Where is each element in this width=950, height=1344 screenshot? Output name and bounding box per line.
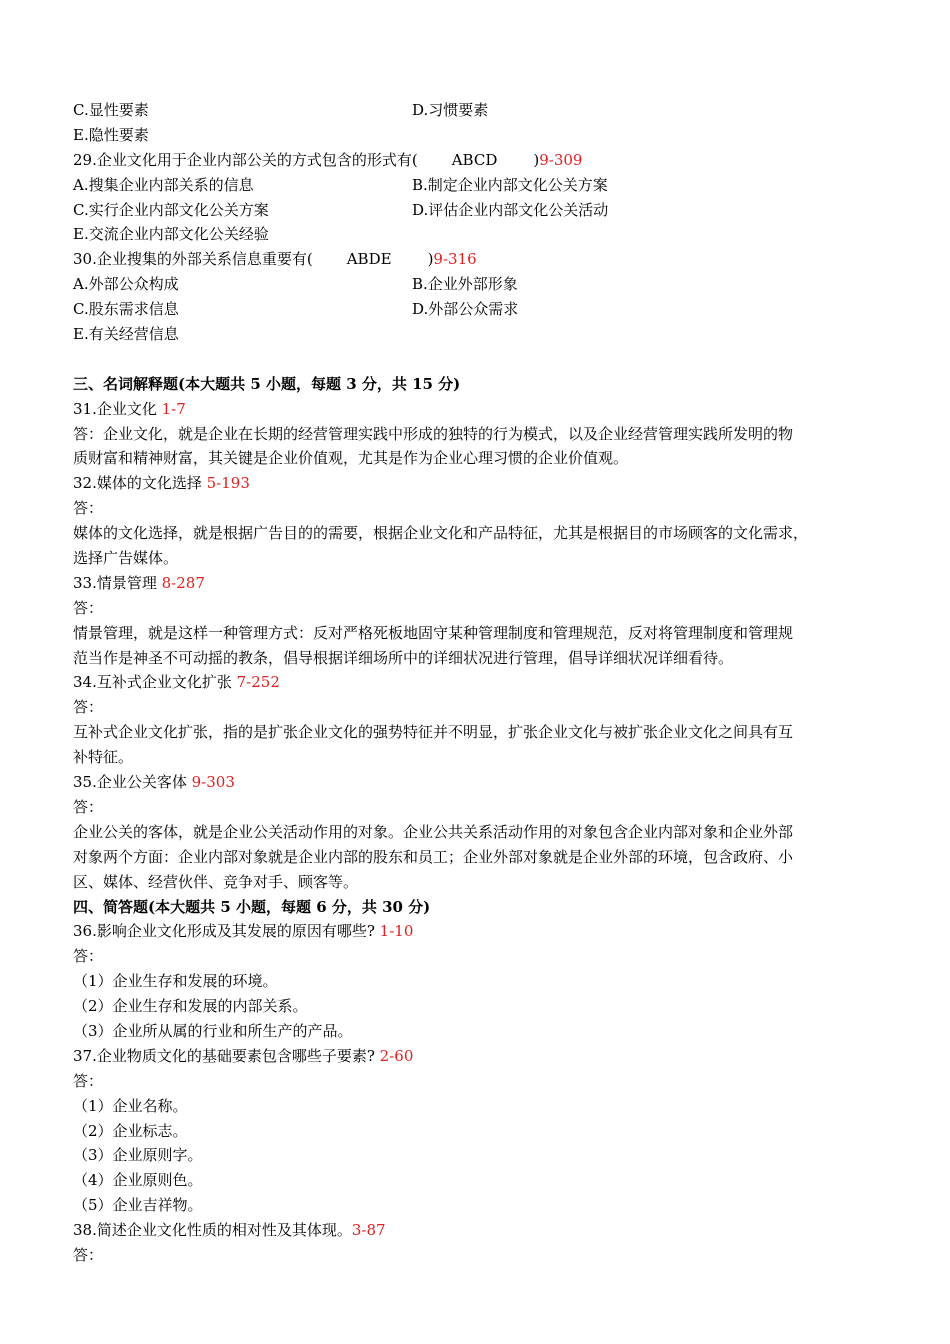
question-title: 33.情景管理 bbox=[73, 573, 162, 592]
question-stem-close: ) bbox=[533, 150, 540, 169]
answer-list-item: （1）企业名称。 bbox=[73, 1096, 188, 1115]
page-reference: 9-303 bbox=[191, 773, 235, 792]
page-reference: 3-87 bbox=[351, 1221, 386, 1240]
answer-text: 情景管理，就是这样一种管理方式：反对严格死板地固守某种管理制度和管理规范，反对将管理制度和管理规 bbox=[73, 623, 794, 642]
question-29-stem bbox=[73, 148, 903, 173]
section-heading: 三、名词解释题(本大题共 5 小题，每题 3 分，共 15 分) bbox=[73, 374, 461, 393]
answer-label: 答： bbox=[73, 698, 104, 717]
answer-text: 选择广告媒体。 bbox=[73, 549, 179, 568]
question-answer: ABCD bbox=[451, 150, 498, 169]
blank-line bbox=[73, 347, 903, 372]
question-answer: ABDE bbox=[346, 250, 392, 269]
option-d: D.习惯要素 bbox=[412, 101, 489, 119]
option-d: D.外部公众需求 bbox=[412, 300, 519, 319]
option-row bbox=[73, 98, 903, 123]
question-35-title bbox=[73, 770, 903, 795]
option-e: E.隐性要素 bbox=[73, 125, 149, 144]
option-row bbox=[73, 272, 903, 297]
question-30-stem bbox=[73, 247, 903, 272]
answer-text: 互补式企业文化扩张，指的是扩张企业文化的强势特征并不明显，扩张企业文化与被扩张企业文化之间具有互 bbox=[73, 723, 794, 742]
answer-label: 答： bbox=[73, 797, 104, 816]
question-title: 35.企业公关客体 bbox=[73, 773, 192, 792]
page-reference: 1-7 bbox=[161, 399, 186, 418]
question-33-title bbox=[73, 571, 903, 596]
question-stem: 30.企业搜集的外部关系信息重要有( bbox=[73, 250, 313, 269]
page-reference: 2-60 bbox=[379, 1046, 414, 1065]
option-row bbox=[73, 322, 903, 347]
answer-text: 答：企业文化，就是企业在长期的经营管理实践中形成的独特的行为模式，以及企业经营管理实践所发明的物 bbox=[73, 424, 794, 443]
answer-list-item: （1）企业生存和发展的环境。 bbox=[73, 972, 278, 991]
answer-label: 答： bbox=[73, 598, 104, 617]
question-37-title bbox=[73, 1044, 903, 1069]
option-e: E.交流企业内部文化公关经验 bbox=[73, 225, 269, 244]
page-reference: 9-316 bbox=[433, 250, 477, 269]
question-31-title bbox=[73, 397, 903, 422]
question-stem: 29.企业文化用于企业内部公关的方式包含的形式有( bbox=[73, 150, 418, 169]
answer-text: 补特征。 bbox=[73, 748, 134, 767]
page-reference: 1-10 bbox=[379, 922, 414, 941]
answer-text: 对象两个方面：企业内部对象就是企业内部的股东和员工；企业外部对象就是企业外部的环境，包含政府、小 bbox=[73, 847, 794, 866]
option-row bbox=[73, 222, 903, 247]
option-b: B.企业外部形象 bbox=[412, 275, 518, 294]
question-38-title bbox=[73, 1218, 903, 1243]
answer-text: 质财富和精神财富，其关键是企业价值观，尤其是作为企业心理习惯的企业价值观。 bbox=[73, 449, 629, 468]
option-c: C.股东需求信息 bbox=[73, 300, 179, 319]
option-d: D.评估企业内部文化公关活动 bbox=[412, 200, 609, 219]
option-c: C.显性要素 bbox=[73, 101, 149, 119]
answer-list-item: （3）企业所从属的行业和所生产的产品。 bbox=[73, 1021, 353, 1040]
question-34-title bbox=[73, 670, 903, 695]
question-title: 31.企业文化 bbox=[73, 399, 162, 418]
option-a: A.搜集企业内部关系的信息 bbox=[73, 175, 254, 194]
answer-text: 区、媒体、经营伙伴、竞争对手、顾客等。 bbox=[73, 872, 359, 891]
section-heading: 四、简答题(本大题共 5 小题，每题 6 分，共 30 分) bbox=[73, 897, 431, 916]
answer-list-item: （2）企业标志。 bbox=[73, 1121, 188, 1140]
answer-list-item: （5）企业吉祥物。 bbox=[73, 1196, 203, 1215]
answer-text: 范当作是神圣不可动摇的教条，倡导根据详细场所中的详细状况进行管理，倡导详细状况详细看待。 bbox=[73, 648, 734, 667]
page-reference: 8-287 bbox=[161, 573, 205, 592]
option-row bbox=[73, 198, 903, 223]
page-reference: 7-252 bbox=[236, 673, 280, 692]
answer-label: 答： bbox=[73, 499, 104, 518]
option-e: E.有关经营信息 bbox=[73, 325, 179, 344]
page-reference: 9-309 bbox=[539, 150, 583, 169]
option-c: C.实行企业内部文化公关方案 bbox=[73, 200, 269, 219]
option-b: B.制定企业内部文化公关方案 bbox=[412, 175, 608, 194]
answer-label: 答： bbox=[73, 1245, 104, 1264]
question-title: 38.简述企业文化性质的相对性及其体现。 bbox=[73, 1221, 352, 1240]
page-reference: 5-193 bbox=[206, 474, 250, 493]
option-row bbox=[73, 123, 903, 148]
answer-list-item: （3）企业原则字。 bbox=[73, 1146, 203, 1165]
question-title: 32.媒体的文化选择 bbox=[73, 474, 207, 493]
answer-list-item: （4）企业原则色。 bbox=[73, 1171, 203, 1190]
document-page bbox=[73, 98, 903, 1268]
question-32-title bbox=[73, 471, 903, 496]
question-36-title bbox=[73, 919, 903, 944]
answer-text: 媒体的文化选择，就是根据广告目的的需要，根据企业文化和产品特征，尤其是根据目的市场顾客的文化需求， bbox=[73, 524, 809, 543]
answer-list-item: （2）企业生存和发展的内部关系。 bbox=[73, 997, 308, 1016]
question-stem-close: ) bbox=[427, 250, 434, 269]
option-a: A.外部公众构成 bbox=[73, 275, 179, 294]
answer-text: 企业公关的客体，就是企业公关活动作用的对象。企业公共关系活动作用的对象包含企业内部对象和企业外部 bbox=[73, 822, 794, 841]
answer-label: 答： bbox=[73, 947, 104, 966]
answer-label: 答： bbox=[73, 1071, 104, 1090]
question-title: 36.影响企业文化形成及其发展的原因有哪些? bbox=[73, 922, 380, 941]
question-title: 37.企业物质文化的基础要素包含哪些子要素? bbox=[73, 1046, 380, 1065]
option-row bbox=[73, 173, 903, 198]
question-title: 34.互补式企业文化扩张 bbox=[73, 673, 237, 692]
option-row bbox=[73, 297, 903, 322]
